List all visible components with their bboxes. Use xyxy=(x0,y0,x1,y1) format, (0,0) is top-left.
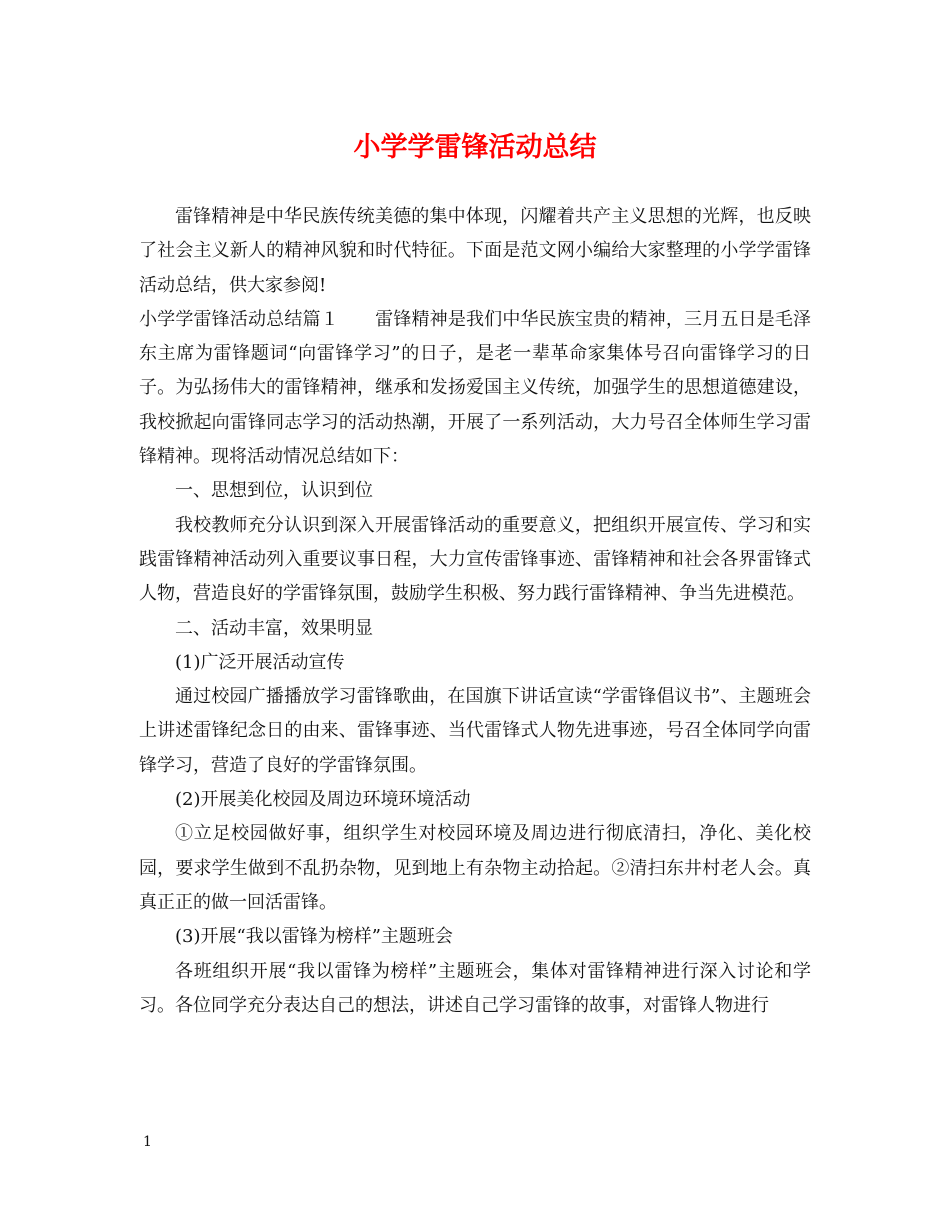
paragraph-intro: 雷锋精神是中华民族传统美德的集中体现，闪耀着共产主义思想的光辉，也反映了社会主义新人的精神风貌和时代特征。下面是范文网小编给大家整理的小学学雷锋活动总结，供大家参阅! xyxy=(139,206,811,296)
paragraph-article-1-opening: 小学学雷锋活动总结篇１ 雷锋精神是我们中华民族宝贵的精神，三月五日是毛泽东主席为雷锋题词“向雷锋学习”的日子，是老一辈革命家集体号召向雷锋学习的日子。为弘扬伟大的雷锋精神，继承和发扬爱国主义传统，加强学生的思想道德建设，我校掀起向雷锋同志学习的活动热潮，开展了一系列活动，大力号召全体师生学习雷锋精神。现将活动情况总结如下： xyxy=(139,308,811,468)
subheading-3: (3)开展“我以雷锋为榜样”主题班会 xyxy=(175,926,453,948)
subheading-2: (2)开展美化校园及周边环境环境活动 xyxy=(175,789,471,811)
paragraph-subsection-2: ①立足校园做好事，组织学生对校园环境及周边进行彻底清扫，净化、美化校园，要求学生做到不乱扔杂物，见到地上有杂物主动拾起。②清扫东井村老人会。真真正正的做一回活雷锋。 xyxy=(139,823,811,913)
document-body xyxy=(139,200,811,1023)
document-title: 小学学雷锋活动总结 xyxy=(353,132,597,163)
section-heading-1: 一、思想到位，认识到位 xyxy=(175,480,373,502)
paragraph-subsection-3: 各班组织开展“我以雷锋为榜样”主题班会，集体对雷锋精神进行深入讨论和学习。各位同学充分表达自己的想法，讲述自己学习雷锋的故事，对雷锋人物进行 xyxy=(139,960,811,1016)
page-number: 1 xyxy=(143,1134,152,1150)
paragraph-section-1: 我校教师充分认识到深入开展雷锋活动的重要意义，把组织开展宣传、学习和实践雷锋精神活动列入重要议事日程，大力宣传雷锋事迹、雷锋精神和社会各界雷锋式人物，营造良好的学雷锋氛围，鼓励学生积极、努力践行雷锋精神、争当先进模范。 xyxy=(139,514,811,605)
section-heading-2: 二、活动丰富，效果明显 xyxy=(175,617,373,639)
paragraph-subsection-1: 通过校园广播播放学习雷锋歌曲，在国旗下讲话宣读“学雷锋倡议书”、主题班会上讲述雷锋纪念日的由来、雷锋事迹、当代雷锋式人物先进事迹，号召全体同学向雷锋学习，营造了良好的学雷锋氛围。 xyxy=(139,686,811,776)
subheading-1: (1)广泛开展活动宣传 xyxy=(175,651,345,673)
